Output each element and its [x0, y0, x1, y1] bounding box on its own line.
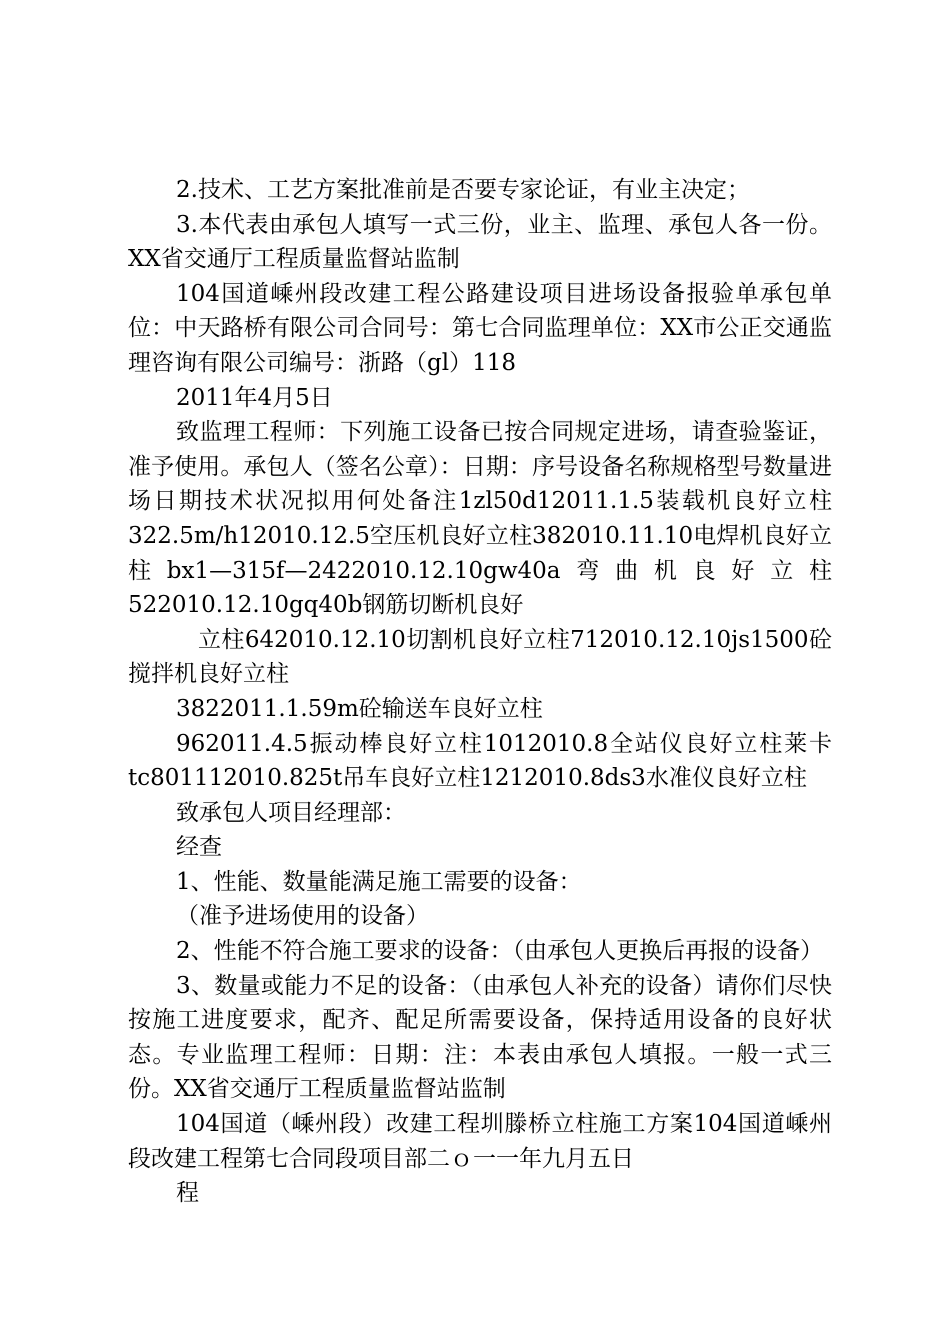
paragraph-7: 3822011.1.59m砼输送车良好立柱	[176, 695, 543, 722]
paragraph-6: 立柱642010.12.10切割机良好立柱712010.12.10js1500砼搅拌机良好立柱	[128, 626, 832, 688]
paragraph-10: 经查	[176, 834, 222, 861]
paragraph-9: 致承包人项目经理部：	[176, 799, 406, 826]
paragraph-15: 104国道（嵊州段）改建工程圳滕桥立柱施工方案104国道嵊州段改建工程第七合同段项目部二ｏ一一年九月五日	[128, 1111, 832, 1172]
paragraph-16: 程	[176, 1180, 199, 1207]
paragraph-14: 3、数量或能力不足的设备：（由承包人补充的设备）请你们尽快按施工进度要求，配齐、配足所需要设备，保持适用设备的良好状态。专业监理工程师：日期：注：本表由承包人填报。一般一式三份。XX省交通厅工程质量监督站监制	[128, 972, 832, 1103]
paragraph-3: 104国道嵊州段改建工程公路建设项目进场设备报验单承包单位：中天路桥有限公司合同号：第七合同监理单位：XX市公正交通监理咨询有限公司编号：浙路（gl）118	[128, 280, 832, 376]
paragraph-1: 2.技术、工艺方案批准前是否要专家论证，有业主决定；	[176, 177, 750, 203]
paragraph-2: 3.本代表由承包人填写一式三份，业主、监理、承包人各一份。XX省交通厅工程质量监督站监制	[128, 211, 832, 273]
paragraph-8: 962011.4.5振动棒良好立柱1012010.8全站仪良好立柱莱卡tc801112010.825t吊车良好立柱1212010.8ds3水准仪良好立柱	[128, 730, 832, 792]
paragraph-date: 2011年4月5日	[176, 384, 333, 411]
paragraph-13: 2、性能不符合施工要求的设备：（由承包人更换后再报的设备）	[176, 938, 824, 965]
document-body	[128, 173, 832, 1211]
paragraph-5: 致监理工程师：下列施工设备已按合同规定进场，请查验鉴证，准予使用。承包人（签名公章）：日期：序号设备名称规格型号数量进场日期技术状况拟用何处备注1zl50d12011.1.5装载机良好立柱322.5m/h12010.12.5空压机良好立柱382010.11.10电焊机良好立柱bx1—315f—2422010.12.10gw40a弯曲机良好立柱522010.12.10gq40b钢筋切断机良好	[128, 419, 832, 619]
paragraph-11: 1、性能、数量能满足施工需要的设备：	[176, 868, 582, 895]
paragraph-12: （准予进场使用的设备）	[176, 903, 429, 930]
